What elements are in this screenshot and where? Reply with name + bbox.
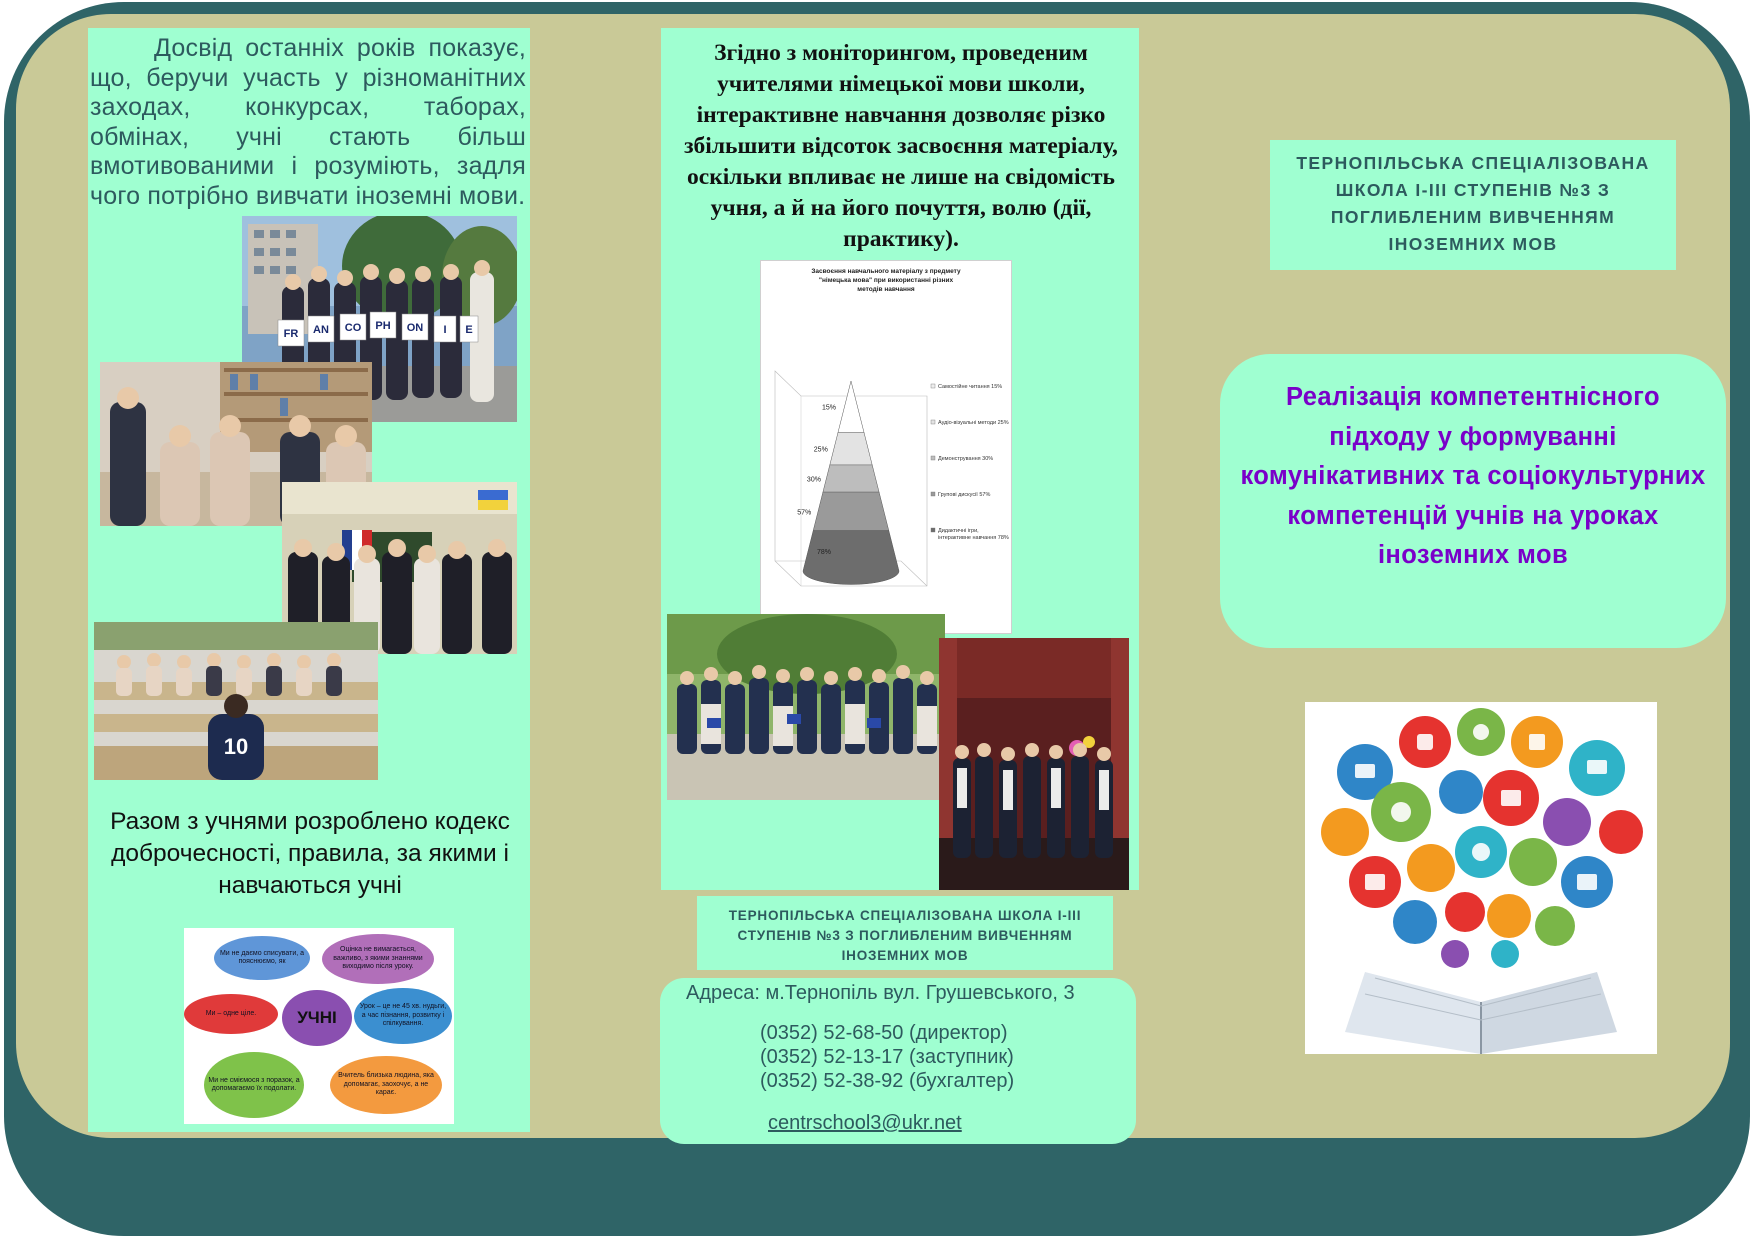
center-bubble: УЧНІ (282, 990, 352, 1046)
school-tag-right-text: ТЕРНОПІЛЬСЬКА СПЕЦІАЛІЗОВАНА ШКОЛА І-ІІІ СТУПЕНІВ №3 З ПОГЛИБЛЕНИМ ВИВЧЕННЯМ ІНОЗЕМНИХ МОВ (1296, 153, 1650, 254)
chart-legend-swatch (931, 528, 935, 532)
chart-slice (838, 381, 864, 436)
chart-title (811, 267, 961, 293)
chart-legend-swatch (931, 492, 935, 496)
intro-paragraph: Досвід останніх років показує, що, беручи участь у різноманітних заходах, конкурсах, таборах, обмінах, учні стають більш вмотивованими і розуміють, задля чого потрібно вивчати іноземні мови. (90, 34, 526, 210)
chart-legend (931, 383, 1009, 541)
chart-value-label: 78% (816, 548, 831, 556)
photo-group-outdoor (667, 614, 945, 800)
chart-legend-label (938, 456, 993, 462)
sign-letter-6: I (443, 324, 447, 336)
email-link[interactable]: centrschool3@ukr.net (768, 1112, 962, 1134)
chart-legend-label (938, 492, 990, 498)
chart-legend-swatch (931, 384, 935, 388)
chart-canvas (761, 261, 1011, 633)
photo-students-amphitheater (94, 622, 378, 780)
phone-director: (0352) 52-68-50 (директор) (760, 1022, 1008, 1044)
chart-legend-swatch (931, 456, 935, 460)
sign-letter-5: ON (406, 322, 424, 334)
chart-legend-swatch (931, 420, 935, 424)
chart-value-label: 30% (806, 476, 821, 484)
chart-value-label: 15% (822, 404, 837, 412)
sign-letter-3: CO (344, 322, 362, 334)
chart-legend-line: Аудіо-візуальні методи 25% (938, 420, 1009, 426)
chart-value-label: 25% (813, 446, 828, 454)
method-effectiveness-chart (760, 260, 1012, 634)
rules-diagram (184, 928, 454, 1124)
school-tag-middle (697, 896, 1113, 970)
school-tag-right (1270, 140, 1676, 270)
brochure-title: Реалізація компетентнісного підходу у формуванні комунікативних та соціокультурних компетенцій учнів на уроках іноземних мов (1240, 383, 1706, 569)
rule-bubble-1: Ми не даємо списувати, а пояснюємо, як (214, 936, 310, 980)
rule-bubble-6: Вчитель близька людина, яка допомагає, заохочує, а не карає. (330, 1056, 442, 1114)
sign-letter-4: PH (375, 320, 391, 332)
chart-legend-label (938, 383, 1002, 390)
chart-value-label: 57% (797, 509, 812, 517)
chart-legend-line: Демонстрування 30% (938, 456, 994, 462)
rule-bubble-5: Ми не сміємося з поразок, а допомагаємо їх подолати. (204, 1052, 304, 1118)
jersey-number: 10 (223, 734, 249, 759)
rule-bubble-4: Урок – це не 45 хв. нудьги, а час пізнання, розвитку і спілкування. (354, 988, 452, 1044)
rule-bubble-2: Оцінка не вимагається, важливо, з якими знаннями виходимо після уроку. (322, 934, 434, 984)
photo-stage-awards (939, 638, 1129, 890)
chart-title-line: Засвоєння навчального матеріалу з предмету (811, 268, 961, 275)
chart-legend-label (938, 420, 1009, 426)
address-text: Адреса: м.Тернопіль вул. Грушевського, 3 (686, 982, 1075, 1004)
phone-accountant: (0352) 52-38-92 (бухгалтер) (760, 1070, 1015, 1092)
chart-title-line: "німецька мова" при використанні різних (818, 277, 954, 284)
rule-bubble-3: Ми – одне ціле. (184, 994, 278, 1034)
code-of-integrity-paragraph: Разом з учнями розроблено кодекс доброчесності, правила, за якими і навчаються учні (110, 808, 510, 899)
sign-letter-1: FR (283, 328, 299, 340)
school-tag-middle-text: ТЕРНОПІЛЬСЬКА СПЕЦІАЛІЗОВАНА ШКОЛА І-ІІІ СТУПЕНІВ №3 З ПОГЛИБЛЕНИМ ВИВЧЕННЯМ ІНОЗЕМНИХ МОВ (728, 908, 1082, 963)
sign-letter-2: AN (313, 324, 329, 336)
chart-title-line: методів навчання (857, 286, 915, 293)
chart-legend-line: Самостійне читання 15% (938, 384, 1003, 390)
sign-letter-7: E (465, 324, 473, 336)
book-icons-illustration (1305, 702, 1657, 1054)
chart-legend-line: інтерактивне навчання 78% (938, 535, 1009, 541)
chart-legend-label (938, 528, 1009, 541)
monitoring-paragraph: Згідно з моніторингом, проведеним учителями німецької мови школи, інтерактивне навчання дозволяє різко збільшити відсоток засвоєння матеріалу, оскільки впливає не лише на свідомість учня, а й на його почуття, волю (дії, практику). (684, 40, 1118, 252)
chart-slice (803, 531, 899, 585)
phone-deputy: (0352) 52-13-17 (заступник) (760, 1046, 1014, 1068)
book-icon (1305, 702, 1657, 1054)
chart-legend-line: Дидактичні ігри, (938, 528, 979, 534)
chart-legend-line: Групові дискусії 57% (938, 492, 991, 498)
